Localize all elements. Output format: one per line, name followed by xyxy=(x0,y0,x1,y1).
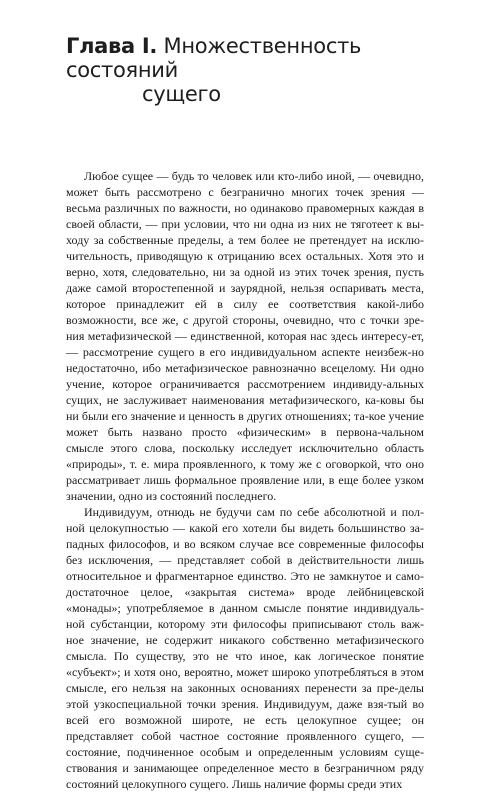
chapter-label: Глава I. xyxy=(66,34,158,58)
chapter-title-line2: сущего xyxy=(142,82,221,106)
chapter-title-line1: Множественность состояний xyxy=(66,34,362,82)
paragraph-2: Индивидуум, отнюдь не будучи сам по себе абсолютной и пол-ной целокупностью — какой его хотели бы видеть большинство за-падных философов, и во всяком случае все современные философы без исключения, — представляет собой в действительности лишь относительное и фрагментарное единство. Это не замкнутое и само-достаточное целое, «закрытая система» вроде лейбницевской «монады»; употребляемое в данном смысле понятие индивидуаль-ной субстанции, которому эти философы приписывают столь важ-ное значение, не содержит никакого собственно метафизического смысла. По существу, это не что иное, как логическое понятие «субъект»; и хотя оно, вероятно, может широко употребляться в этом смысле, его нельзя на законных основаниях перенести за пре-делы этой узкоспециальной точки зрения. Индивидуум, даже взя-тый во всей его возможной широте, не есть целокупное сущее; он представляет собой частное состояние проявленного сущего, — состояние, подчиненное особым и определенным условиям суще-ствования и занимающее определенное место в безграничном ряду состояний целокупного сущего. Лишь наличие формы среди этих xyxy=(66,505,424,791)
chapter-title xyxy=(66,34,424,106)
paragraph-1: Любое сущее — будь то человек или кто-либо иной, — очевидно, может быть рассмотрено с безгранично многих точек зрения — весьма различных по важности, но одинаково правомерных каждая в своей области, — при условии, что ни одна из них не тяготеет к вы-ходу за собственные пределы, а тем более не претендует на исклю-чительность, приводящую к отрицанию всех остальных. Хотя это и верно, хотя, следовательно, ни за одной из этих точек зрения, пусть даже самой второстепенной и заурядной, нельзя оспаривать места, которое принадлежит ей в силу ее соответствия какой-либо возможности, все же, с другой стороны, очевидно, что с точки зре-ния метафизической — единственной, которая нас здесь интересу-ет, — рассмотрение сущего в его индивидуальном аспекте неизбеж-но недостаточно, ибо метафизическое равнозначно всецелому. Ни одно учение, которое ограничивается рассмотрением индивиду-альных сущих, не заслуживает наименования метафизического, ка-ковы бы ни были его значение и ценность в других отношениях; та-кое учение может быть названо просто «физическим» в первона-чальном смысле этого слова, поскольку исследует исключительно область «природы», т. е. мира проявленного, к тому же с оговоркой, что оно рассматривает лишь формальное проявление или, в еще более узком значении, одно из состояний последнего. xyxy=(66,169,424,503)
body-text xyxy=(66,168,424,792)
